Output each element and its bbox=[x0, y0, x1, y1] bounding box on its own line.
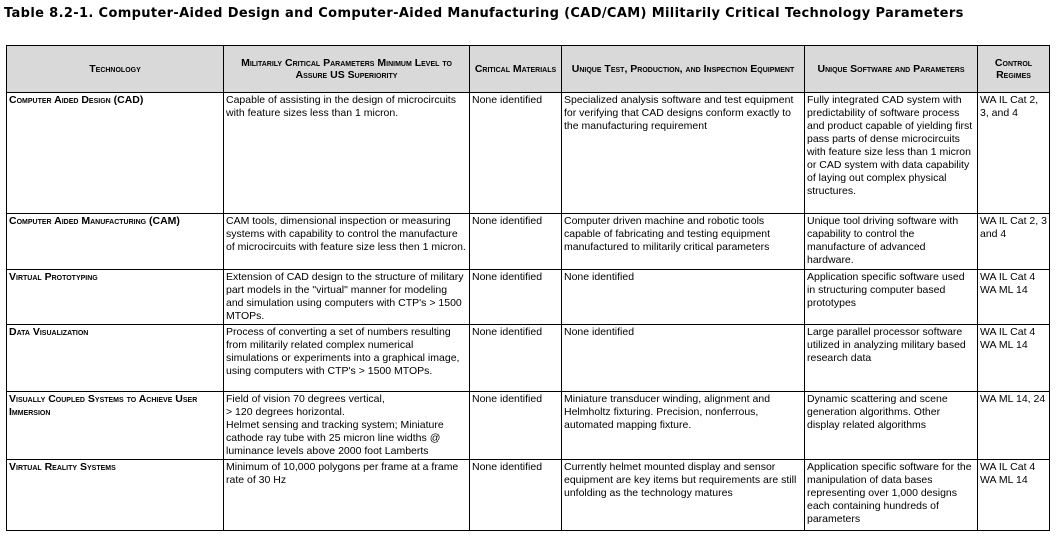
software-cell: Application specific software for the manipulation of data bases representing over 1,000 designs each containing hundreds of parameters bbox=[805, 460, 978, 531]
equipment-cell: Specialized analysis software and test equipment for verifying that CAD designs conform exactly to the manufacturing requirement bbox=[562, 93, 805, 214]
technology-cell: Visually Coupled Systems to Achieve User Immersion bbox=[7, 392, 224, 460]
table-row bbox=[7, 214, 1050, 270]
software-cell: Unique tool driving software with capability to control the manufacture of advanced hardware. bbox=[805, 214, 978, 270]
parameters-cell bbox=[224, 270, 470, 325]
parameters-cell bbox=[224, 325, 470, 392]
equipment-cell: Computer driven machine and robotic tools capable of fabricating and testing equipment manufactured to militarily critical parameters bbox=[562, 214, 805, 270]
parameters-line: Extension of CAD design to the structure of military part models in the "virtual" manner for modeling and simulation using computers with CTP's > 1500 MTOPs. bbox=[226, 271, 464, 322]
column-header-equipment: Unique Test, Production, and Inspection Equipment bbox=[562, 46, 805, 93]
table-row bbox=[7, 392, 1050, 460]
parameters-cell bbox=[224, 214, 470, 270]
table-row bbox=[7, 325, 1050, 392]
equipment-cell: None identified bbox=[562, 325, 805, 392]
equipment-cell: Currently helmet mounted display and sensor equipment are key items but requirements are still unfolding as the technology matures bbox=[562, 460, 805, 531]
column-header-regimes: Control Regimes bbox=[978, 46, 1050, 93]
technology-cell: Data Visualization bbox=[7, 325, 224, 392]
regimes-cell: WA IL Cat 2, 3 and 4 bbox=[978, 214, 1050, 270]
parameters-line: Helmet sensing and tracking system; Miniature cathode ray tube with 25 micron line widths @ luminance levels above 2000 foot Lamberts bbox=[226, 419, 444, 457]
table-row bbox=[7, 460, 1050, 531]
table-row bbox=[7, 93, 1050, 214]
materials-cell: None identified bbox=[470, 93, 562, 214]
column-header-technology: Technology bbox=[7, 46, 224, 93]
parameters-line: Capable of assisting in the design of microcircuits with feature sizes less than 1 micron. bbox=[226, 94, 456, 119]
parameters-line: Minimum of 10,000 polygons per frame at a frame rate of 30 Hz bbox=[226, 461, 459, 486]
software-cell: Fully integrated CAD system with predictability of software process and product capable of yielding first pass parts of dense microcircuits with feature size less than 1 micron or CAD system with data capability of laying out complex physical structures. bbox=[805, 93, 978, 214]
regimes-cell: WA ML 14, 24 bbox=[978, 392, 1050, 460]
column-header-software: Unique Software and Parameters bbox=[805, 46, 978, 93]
regimes-cell: WA IL Cat 4 WA ML 14 bbox=[978, 460, 1050, 531]
software-cell: Application specific software used in structuring computer based prototypes bbox=[805, 270, 978, 325]
parameters-cell bbox=[224, 460, 470, 531]
parameters-cell bbox=[224, 93, 470, 214]
software-cell: Dynamic scattering and scene generation algorithms. Other display related algorithms bbox=[805, 392, 978, 460]
equipment-cell: None identified bbox=[562, 270, 805, 325]
software-cell: Large parallel processor software utilized in analyzing military based research data bbox=[805, 325, 978, 392]
table-caption: Table 8.2-1. Computer-Aided Design and Computer-Aided Manufacturing (CAD/CAM) Militarily Critical Technology Parameters bbox=[4, 6, 964, 21]
regimes-cell: WA IL Cat 4 WA ML 14 bbox=[978, 325, 1050, 392]
materials-cell: None identified bbox=[470, 214, 562, 270]
parameters-line: Process of converting a set of numbers resulting from militarily related complex numerical simulations or experiments into a graphical image, using computers with CTP's > 1500 MTOPs. bbox=[226, 326, 460, 377]
equipment-cell: Miniature transducer winding, alignment and Helmholtz fixturing. Precision, nonferrous, automated mapping fixture. bbox=[562, 392, 805, 460]
column-header-materials: Critical Materials bbox=[470, 46, 562, 93]
table-row bbox=[7, 270, 1050, 325]
cadcam-parameters-table bbox=[6, 45, 1050, 531]
parameters-cell bbox=[224, 392, 470, 460]
parameters-line: CAM tools, dimensional inspection or measuring systems with capability to control the manufacture of microcircuits with feature size less then 1 micron. bbox=[226, 215, 466, 253]
column-header-parameters: Militarily Critical Parameters Minimum Level to Assure US Superiority bbox=[224, 46, 470, 93]
materials-cell: None identified bbox=[470, 270, 562, 325]
technology-cell: Virtual Reality Systems bbox=[7, 460, 224, 531]
materials-cell: None identified bbox=[470, 392, 562, 460]
materials-cell: None identified bbox=[470, 460, 562, 531]
parameters-line: Field of vision 70 degrees vertical, bbox=[226, 393, 385, 405]
technology-cell: Computer Aided Design (CAD) bbox=[7, 93, 224, 214]
parameters-line: > 120 degrees horizontal. bbox=[226, 406, 345, 418]
technology-cell: Computer Aided Manufacturing (CAM) bbox=[7, 214, 224, 270]
regimes-cell: WA IL Cat 4 WA ML 14 bbox=[978, 270, 1050, 325]
materials-cell: None identified bbox=[470, 325, 562, 392]
regimes-cell: WA IL Cat 2, 3, and 4 bbox=[978, 93, 1050, 214]
header-row bbox=[7, 46, 1050, 93]
technology-cell: Virtual Prototyping bbox=[7, 270, 224, 325]
